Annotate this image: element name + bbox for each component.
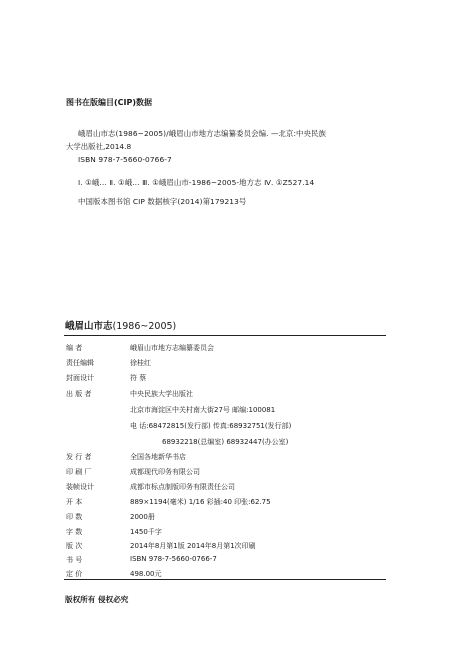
book-title — [65, 318, 176, 332]
publisher-label: 出 版 者 — [66, 390, 92, 398]
format-value: 889×1194(毫米) 1/16 彩插:40 印张:62.75 — [130, 498, 271, 506]
binding-label: 装帧设计 — [66, 483, 94, 491]
word-count-value: 1450千字 — [130, 528, 162, 536]
print-count-value: 2000册 — [130, 513, 155, 521]
publisher-phone-line1: 电 话:68472815(发行部) 传真:68932751(发行部) — [130, 422, 292, 430]
book-number-label: 书 号 — [66, 556, 83, 564]
publisher-address: 北京市海淀区中关村南大街27号 邮编:100081 — [130, 406, 276, 414]
cip-record-number: 中国版本图书馆 CIP 数据核字(2014)第179213号 — [78, 197, 247, 206]
cip-record-line1-cont: 大学出版社,2014.8 — [66, 142, 132, 151]
cip-heading: 图书在版编目(CIP)数据 — [66, 98, 153, 107]
colophon-top-rule — [64, 335, 386, 336]
book-number-value: ISBN 978-7-5660-0766-7 — [130, 555, 217, 563]
distributor-label: 发 行 者 — [66, 453, 92, 461]
price-label: 定 价 — [66, 570, 83, 578]
format-label: 开 本 — [66, 498, 83, 506]
book-title-text: 峨眉山市志 — [65, 321, 113, 332]
word-count-label: 字 数 — [66, 528, 83, 536]
edition-value: 2014年8月第1版 2014年8月第1次印刷 — [130, 542, 256, 550]
distributor-value: 全国各地新华书店 — [130, 453, 186, 461]
binding-value: 成都市标点制版印务有限责任公司 — [130, 483, 235, 491]
responsible-editor-value: 徐桂红 — [130, 359, 151, 367]
print-count-label: 印 数 — [66, 513, 83, 521]
printer-label: 印 刷 厂 — [66, 468, 92, 476]
cover-design-label: 封面设计 — [66, 374, 94, 382]
publisher-phone-line2: 68932218(总编室) 68932447(办公室) — [162, 438, 289, 446]
cip-isbn: ISBN 978-7-5660-0766-7 — [78, 155, 172, 164]
publisher-value: 中央民族大学出版社 — [130, 390, 193, 398]
price-value: 498.00元 — [130, 570, 162, 578]
copyright-notice: 版权所有 侵权必究 — [65, 595, 129, 604]
editor-label: 编 者 — [66, 344, 83, 352]
colophon-bottom-rule — [64, 579, 386, 580]
book-title-years: (1986~2005) — [112, 321, 177, 332]
editor-value: 峨眉山市地方志编纂委员会 — [130, 344, 214, 352]
cip-record-line1: 峨眉山市志(1986~2005)/峨眉山市地方志编纂委员会编. —北京:中央民族 — [78, 129, 327, 138]
cip-subjects: Ⅰ. ①峨… Ⅱ. ①峨… Ⅲ. ①峨眉山市-1986~2005-地方志 Ⅳ. ①Z527.14 — [78, 178, 315, 187]
cover-design-value: 符 蔡 — [130, 374, 147, 382]
printer-value: 成都现代印务有限公司 — [130, 468, 200, 476]
responsible-editor-label: 责任编辑 — [66, 359, 94, 367]
edition-label: 版 次 — [66, 542, 83, 550]
